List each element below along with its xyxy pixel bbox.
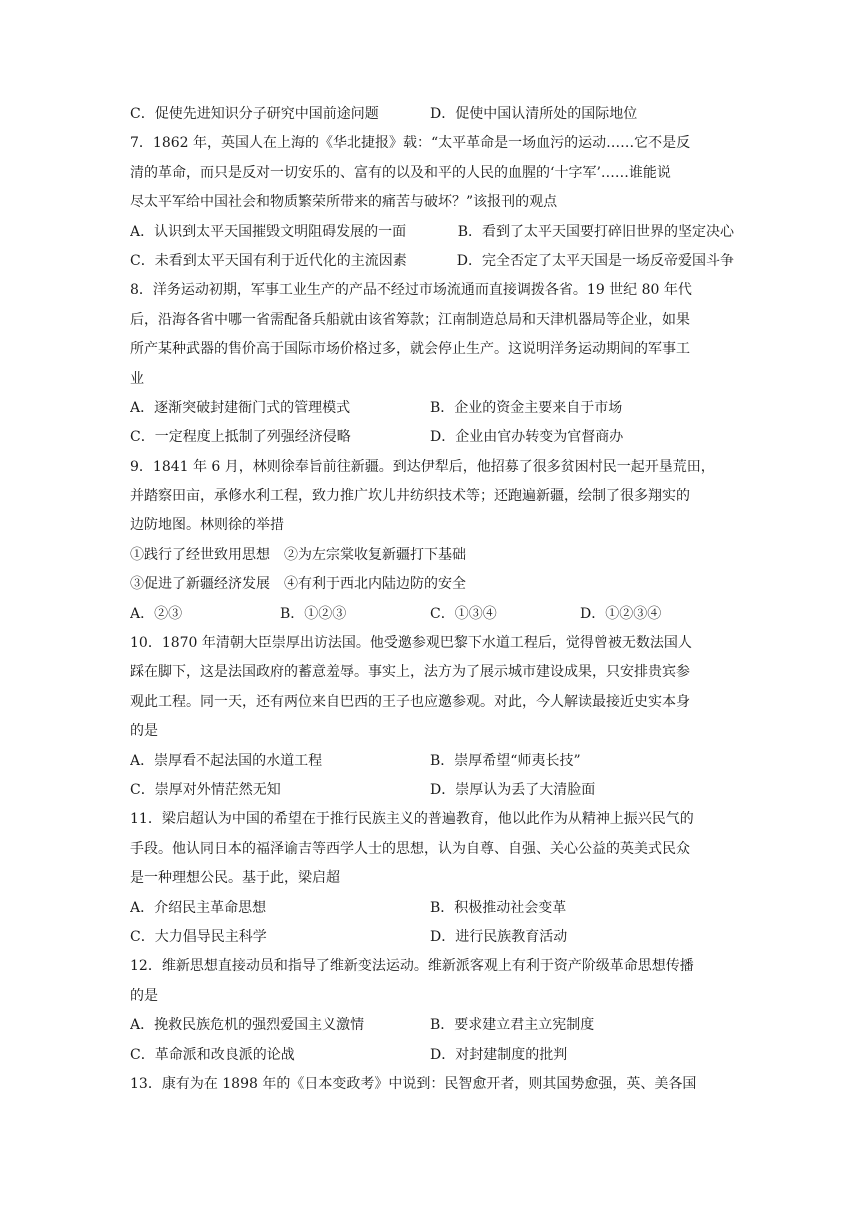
answer-option: C．一定程度上抵制了列强经济侵略: [130, 429, 351, 446]
answer-option: D．对封建制度的批判: [430, 1046, 568, 1063]
answer-option: D．促使中国认清所处的国际地位: [430, 106, 638, 122]
question-text-line: 11．梁启超认为中国的希望在于推行民族主义的普遍教育，他以此作为从精神上振兴民气的: [130, 811, 694, 828]
answer-option: D．进行民族教育活动: [430, 928, 568, 945]
question-text-line: 的是: [130, 987, 158, 1004]
answer-option: D．完全否定了太平天国是一场反帝爱国斗争: [456, 252, 734, 269]
question-text-line: 13．康有为在 1898 年的《日本变政考》中说到：民智愈开者，则其国势愈强，英、美各国: [130, 1075, 697, 1092]
answer-option: B．①②③: [280, 605, 347, 622]
question-stem: [130, 453, 734, 600]
answer-option: A．逐渐突破封建衙门式的管理模式: [130, 399, 351, 416]
answer-options-row: [130, 923, 734, 952]
answer-options-row: [130, 218, 734, 247]
answer-options-row: [130, 394, 734, 423]
answer-options-row: [130, 1041, 734, 1070]
question-text-line: 后，沿海各省中哪一省需配备兵船就由该省筹款；江南制造总局和天津机器局等企业，如果: [130, 311, 690, 328]
question-text-line: 的是: [130, 723, 158, 740]
question-stem: [130, 805, 734, 893]
answer-option: B．崇厚希望“师夷长技”: [430, 752, 581, 769]
answer-option: B．积极推动社会变革: [430, 899, 567, 916]
question-text-line: 业: [130, 370, 144, 387]
question-text-line: 8．洋务运动初期，军事工业生产的产品不经过市场流通而直接调拨各省。19 世纪 80 年代: [130, 282, 692, 299]
question-text-line: 7．1862 年，英国人在上海的《华北捷报》载：“太平革命是一场血污的运动……它不是反: [130, 135, 691, 152]
question-stem: [130, 952, 734, 1011]
question-text-line: 所产某种武器的售价高于国际市场价格过多，就会停止生产。这说明洋务运动期间的军事工: [130, 341, 690, 358]
answer-option: D．企业由官办转变为官督商办: [430, 429, 624, 446]
answer-option: C．大力倡导民主科学: [130, 928, 267, 945]
question-text-line: 是一种理想公民。基于此，梁启超: [130, 870, 340, 887]
answer-option: A．介绍民主革命思想: [130, 899, 267, 916]
question-list: [130, 100, 734, 1099]
answer-option: D．崇厚认为丢了大清脸面: [430, 781, 596, 798]
question-text-line: ①践行了经世致用思想 ②为左宗棠收复新疆打下基础: [130, 546, 466, 563]
answer-options-row: [130, 776, 734, 805]
answer-options-row: [130, 894, 734, 923]
question-text-line: 10．1870 年清朝大臣崇厚出访法国。他受邀参观巴黎下水道工程后，觉得曾被无数法国人: [130, 635, 692, 652]
question-text-line: 尽太平军给中国社会和物质繁荣所带来的痛苦与破坏？”该报刊的观点: [130, 194, 558, 211]
question-text-line: 手段。他认同日本的福泽谕吉等西学人士的思想，认为自尊、自强、关心公益的英美式民众: [130, 840, 690, 857]
answer-option: C．革命派和改良派的论战: [130, 1046, 295, 1063]
answer-option: B．要求建立君主立宪制度: [430, 1017, 595, 1034]
answer-option: B．企业的资金主要来自于市场: [430, 399, 623, 416]
question-text-line: 并踏察田亩，承修水利工程，致力推广坎儿井纺织技术等；还跑遍新疆，绘制了很多翔实的: [130, 488, 690, 505]
answer-option: A．挽救民族危机的强烈爱国主义激情: [130, 1017, 365, 1034]
question-stem: [130, 129, 734, 217]
answer-option: A．认识到太平天国摧毁文明阻碍发展的一面: [130, 223, 407, 240]
answer-option: A．②③: [130, 605, 183, 622]
answer-option: C．①③④: [430, 605, 497, 622]
question-text-line: 观此工程。同一天，还有两位来自巴西的王子也应邀参观。对此，今人解读最接近史实本身: [130, 693, 690, 710]
answer-options-row: [130, 423, 734, 452]
question-text-line: 清的革命，而只是反对一切安乐的、富有的以及和平的人民的血腥的‘十字军’……谁能说: [130, 164, 671, 181]
answer-option: B．看到了太平天国要打碎旧世界的坚定决心: [457, 223, 734, 240]
question-text-line: ③促进了新疆经济发展 ④有利于西北内陆边防的安全: [130, 576, 466, 593]
question-text-line: 边防地图。林则徐的举措: [130, 517, 284, 534]
question-text-line: 12．维新思想直接动员和指导了维新变法运动。维新派客观上有利于资产阶级革命思想传播: [130, 958, 694, 975]
answer-options-row: [130, 247, 734, 276]
answer-option: C．未看到太平天国有利于近代化的主流因素: [130, 252, 407, 269]
question-stem: [130, 629, 734, 747]
question-text-line: 踩在脚下，这是法国政府的蓄意羞辱。事实上，法方为了展示城市建设成果，只安排贵宾参: [130, 664, 690, 681]
answer-options-row: [130, 1011, 734, 1040]
answer-options-row: [130, 600, 734, 629]
question-stem: [130, 276, 734, 394]
answer-options-row: [130, 747, 734, 776]
answer-options-row: [130, 100, 734, 129]
question-stem: [130, 1070, 734, 1099]
answer-option: A．崇厚看不起法国的水道工程: [130, 752, 323, 769]
question-text-line: 9．1841 年 6 月，林则徐奉旨前往新疆。到达伊犁后，他招募了很多贫困村民一起开垦荒田，: [130, 458, 715, 475]
answer-option: C．崇厚对外情茫然无知: [130, 781, 281, 798]
answer-option: C．促使先进知识分子研究中国前途问题: [130, 106, 379, 122]
answer-option: D．①②③④: [580, 605, 662, 622]
